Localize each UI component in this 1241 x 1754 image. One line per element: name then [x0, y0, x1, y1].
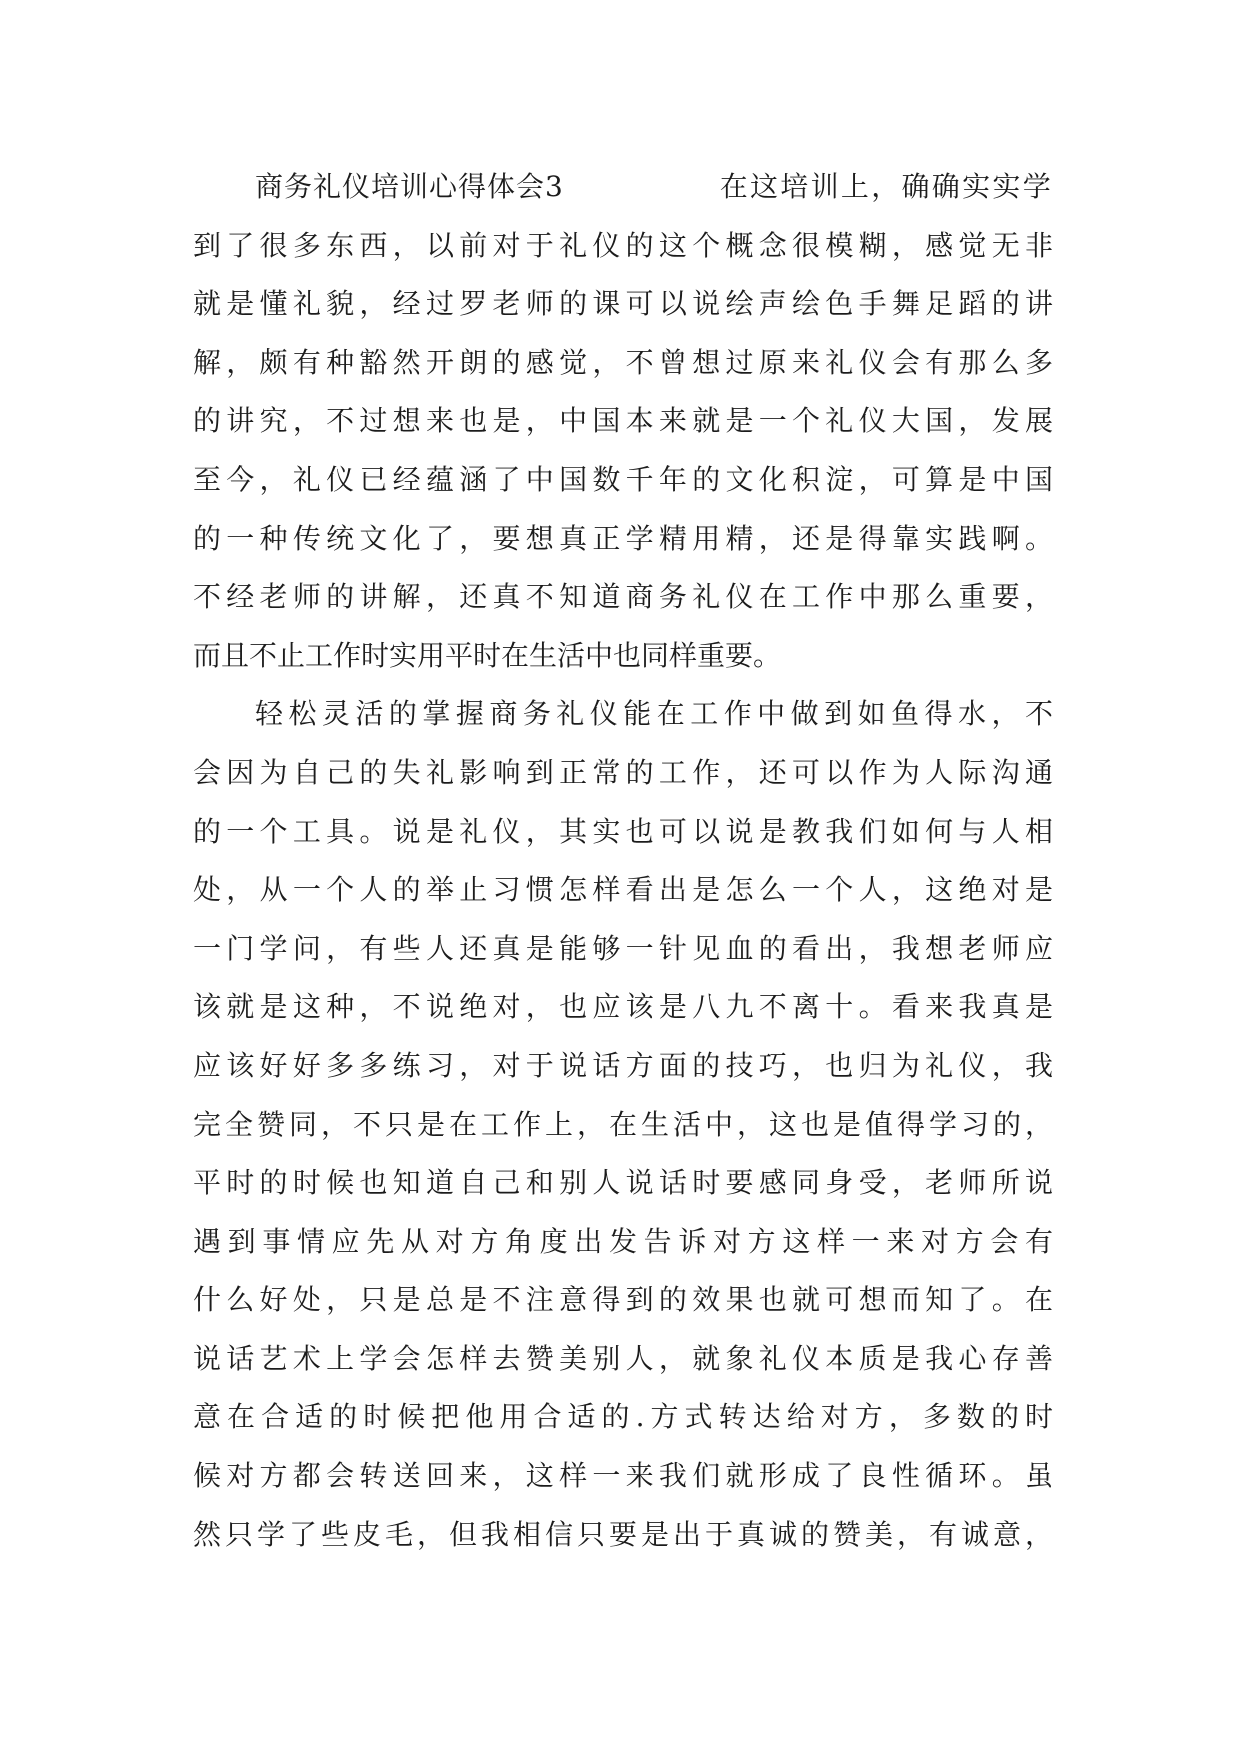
paragraph-2-line-3: 的一个工具。说是礼仪，其实也可以说是教我们如何与人相 — [193, 814, 1053, 848]
paragraph-2-line-10: 遇到事情应先从对方角度出发告诉对方这样一来对方会有 — [193, 1224, 1053, 1258]
paragraph-1-line-1: 在这培训上，确确实实学 — [719, 170, 1053, 203]
paragraph-1-line-3: 就是懂礼貌，经过罗老师的课可以说绘声绘色手舞足蹈的讲 — [193, 287, 1053, 321]
paragraph-2-line-15: 然只学了些皮毛，但我相信只要是出于真诚的赞美，有诚意， — [193, 1517, 1053, 1551]
paragraph-2-line-6: 该就是这种，不说绝对，也应该是八九不离十。看来我真是 — [193, 990, 1053, 1024]
paragraph-2-line-11: 什么好处，只是总是不注意得到的效果也就可想而知了。在 — [193, 1283, 1053, 1317]
paragraph-1 — [193, 217, 1053, 686]
paragraph-1-line-8: 不经老师的讲解，还真不知道商务礼仪在工作中那么重要， — [193, 580, 1053, 614]
paragraph-2-line-8: 完全赞同，不只是在工作上，在生活中，这也是值得学习的， — [193, 1107, 1053, 1141]
paragraph-2 — [193, 685, 1053, 1564]
paragraph-1-line-7: 的一种传统文化了，要想真正学精用精，还是得靠实践啊。 — [193, 521, 1053, 555]
paragraph-1-line-6: 至今，礼仪已经蕴涵了中国数千年的文化积淀，可算是中国 — [193, 462, 1053, 496]
paragraph-2-line-1: 轻松灵活的掌握商务礼仪能在工作中做到如鱼得水，不 — [255, 697, 1053, 731]
paragraph-2-line-7: 应该好好多多练习，对于说话方面的技巧，也归为礼仪，我 — [193, 1048, 1053, 1082]
paragraph-2-line-5: 一门学问，有些人还真是能够一针见血的看出，我想老师应 — [193, 931, 1053, 965]
paragraph-1-line-9: 而且不止工作时实用平时在生活中也同样重要。 — [193, 638, 782, 672]
paragraph-2-line-9: 平时的时候也知道自己和别人说话时要感同身受，老师所说 — [193, 1166, 1053, 1200]
heading-line — [193, 158, 1053, 217]
paragraph-2-line-4: 处，从一个人的举止习惯怎样看出是怎么一个人，这绝对是 — [193, 873, 1053, 907]
document-title: 商务礼仪培训心得体会3 — [255, 170, 564, 203]
paragraph-1-line-4: 解，颇有种豁然开朗的感觉，不曾想过原来礼仪会有那么多 — [193, 345, 1053, 379]
paragraph-1-line-5: 的讲究，不过想来也是，中国本来就是一个礼仪大国，发展 — [193, 404, 1053, 438]
paragraph-2-line-12: 说话艺术上学会怎样去赞美别人，就象礼仪本质是我心存善 — [193, 1341, 1053, 1375]
paragraph-2-line-2: 会因为自己的失礼影响到正常的工作，还可以作为人际沟通 — [193, 755, 1053, 789]
paragraph-2-line-14: 候对方都会转送回来，这样一来我们就形成了良性循环。虽 — [193, 1459, 1053, 1493]
paragraph-2-line-13: 意在合适的时候把他用合适的.方式转达给对方，多数的时 — [193, 1400, 1053, 1434]
document-body — [193, 158, 1053, 1564]
paragraph-1-line-2: 到了很多东西，以前对于礼仪的这个概念很模糊，感觉无非 — [193, 228, 1053, 262]
